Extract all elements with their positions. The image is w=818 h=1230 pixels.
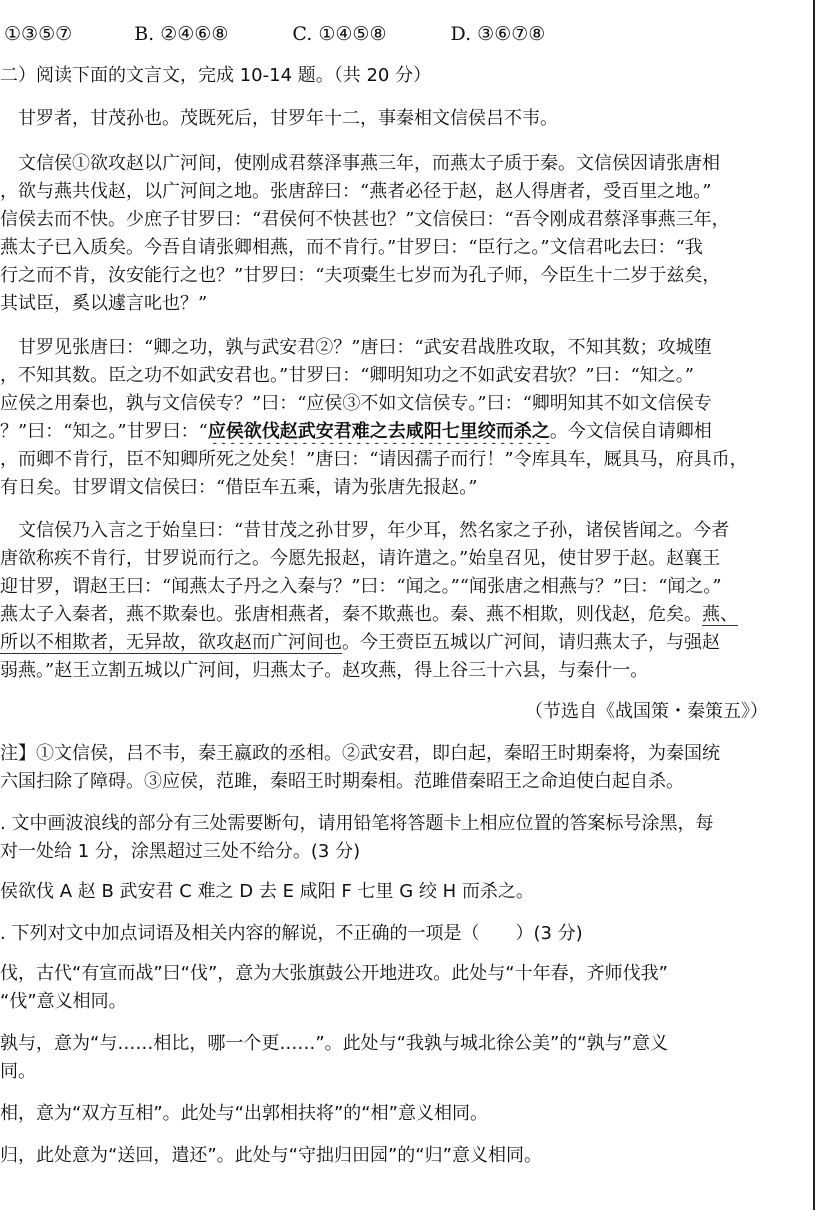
passage-paragraph-1: 甘罗者，甘茂孙也。茂既死后，甘罗年十二，事秦相文信侯吕不韦。 bbox=[18, 108, 558, 129]
passage-line: 有日矣。甘罗谓文信侯曰：“借臣车五乘，请为张唐先报赵。” bbox=[0, 477, 478, 498]
underlined-sentence-start: 燕、 bbox=[702, 604, 738, 625]
wavy-underlined-sentence: 应侯欲伐赵武安君难之去咸阳七里绞而杀之 bbox=[207, 421, 550, 442]
section-heading: 二）阅读下面的文言文，完成 10-14 题。（共 20 分） bbox=[0, 65, 432, 86]
passage-line: 迎甘罗，谓赵王曰：“闻燕太子丹之入秦与？”曰：“闻之。”“闻张唐之相燕与？”曰：“闻之。” bbox=[0, 576, 722, 597]
passage-line-with-wavy bbox=[0, 420, 802, 444]
annotation-line: 注】①文信侯，吕不韦，秦王嬴政的丞相。②武安君，即白起，秦昭王时期秦将，为秦国统 bbox=[0, 743, 720, 764]
option-a: ①③⑤⑦ bbox=[4, 23, 73, 45]
question-10-line: . 文中画波浪线的部分有三处需要断句，请用铅笔将答题卡上相应位置的答案标号涂黑，每 bbox=[0, 813, 714, 834]
passage-text: ？”曰：“知之。”甘罗曰：“ bbox=[0, 421, 208, 442]
passage-line: 甘罗见张唐曰：“卿之功，孰与武安君②？”唐曰：“武安君战胜攻取，不知其数；攻城堕 bbox=[18, 337, 712, 358]
option-d: D. ③⑥⑦⑧ bbox=[450, 23, 546, 45]
option-c: C. ①④⑤⑧ bbox=[292, 23, 387, 45]
passage-line: 文信侯乃入言之于始皇曰：“昔甘茂之孙甘罗，年少耳，然名家之子孙，诸侯皆闻之。今者 bbox=[18, 520, 730, 541]
passage-line: 文信侯①欲攻赵以广河间，使刚成君蔡泽事燕三年，而燕太子质于秦。文信侯因请张唐相 bbox=[18, 153, 720, 174]
question-11-stem: . 下列对文中加点词语及相关内容的解说，不正确的一项是（ ）(3 分) bbox=[0, 923, 583, 944]
passage-line: 其试臣，奚以遽言叱也？” bbox=[0, 293, 208, 314]
page-edge-bar bbox=[813, 0, 815, 1210]
question-11-choice-line: “伐”意义相同。 bbox=[0, 991, 127, 1012]
question-11-choice-line: 孰与，意为“与……相比，哪一个更……”。此处与“我孰与城北徐公美”的“孰与”意义 bbox=[0, 1033, 668, 1054]
option-b: B. ②④⑥⑧ bbox=[134, 23, 229, 45]
annotation-line: 六国扫除了障碍。③应侯，范雎，秦昭王时期秦相。范雎借秦昭王之命迫使白起自杀。 bbox=[0, 771, 684, 792]
passage-line: 唐欲称疾不肯行，甘罗说而行之。今愿先报赵，请许遣之。”始皇召见，使甘罗于赵。赵襄王 bbox=[0, 548, 721, 569]
question-11-choice-line: 伐，古代“有宣而战”曰“伐”，意为大张旗鼓公开地进攻。此处与“十年春，齐师伐我” bbox=[0, 963, 668, 984]
passage-line-with-underline bbox=[0, 631, 802, 655]
question-11-choice-line: 同。 bbox=[0, 1061, 36, 1082]
passage-line: ，而卿不肯行，臣不知卿所死之处矣！”唐曰：“请因孺子而行！”令库具车，厩具马，府具币， bbox=[0, 449, 748, 470]
passage-line: 应侯之用秦也，孰与文信侯专？”曰：“应侯③不如文信侯专。”曰：“卿明知其不如文信侯专 bbox=[0, 393, 712, 414]
passage-line: 信侯去而不快。少庶子甘罗曰：“君侯何不快甚也？”文信侯曰：“吾令刚成君蔡泽事燕三年， bbox=[0, 209, 730, 230]
previous-question-options bbox=[4, 22, 802, 46]
passage-line: ，欲与燕共伐赵，以广河间之地。张唐辞曰：“燕者必径于赵，赵人得唐者，受百里之地。” bbox=[0, 181, 712, 202]
passage-line: 燕太子已入质矣。今吾自请张卿相燕，而不肯行。”甘罗曰：“臣行之。”文信君叱去曰：“我 bbox=[0, 237, 703, 258]
question-10-line: 对一处给 1 分，涂黑超过三处不给分。(3 分) bbox=[0, 841, 361, 862]
passage-line-with-underline bbox=[0, 603, 802, 627]
underlined-sentence: 所以不相欺者，无异故，欲攻赵而广河间也 bbox=[0, 632, 342, 653]
passage-text: 。今王赍臣五城以广河间，请归燕太子，与强赵 bbox=[342, 632, 720, 653]
passage-line: 弱燕。”赵王立割五城以广河间，归燕太子。赵攻燕，得上谷三十六县，与秦什一。 bbox=[0, 660, 649, 681]
passage-source: （节选自《战国策・秦策五》） bbox=[525, 701, 768, 722]
question-11-choice-line: 相，意为“双方互相”。此处与“出郭相扶将”的“相”意义相同。 bbox=[0, 1103, 488, 1124]
passage-line: 行之而不肯，汝安能行之也？”甘罗曰：“夫项橐生七岁而为孔子师，今臣生十二岁于兹矣， bbox=[0, 265, 721, 286]
question-10-options: 侯欲伐 A 赵 B 武安君 C 难之 D 去 E 咸阳 F 七里 G 绞 H 而杀之。 bbox=[0, 881, 534, 902]
passage-line: ，不知其数。臣之功不如武安君也。”甘罗曰：“卿明知功之不如武安君欤？”曰：“知之。” bbox=[0, 365, 695, 386]
passage-text: 燕太子入秦者，燕不欺秦也。张唐相燕者，秦不欺燕也。秦、燕不相欺，则伐赵，危矣。 bbox=[0, 604, 702, 625]
passage-text: 。今文信侯自请卿相 bbox=[549, 421, 712, 442]
question-11-choice-line: 归，此处意为“送回，遣还”。此处与“守拙归田园”的“归”意义相同。 bbox=[0, 1145, 542, 1166]
